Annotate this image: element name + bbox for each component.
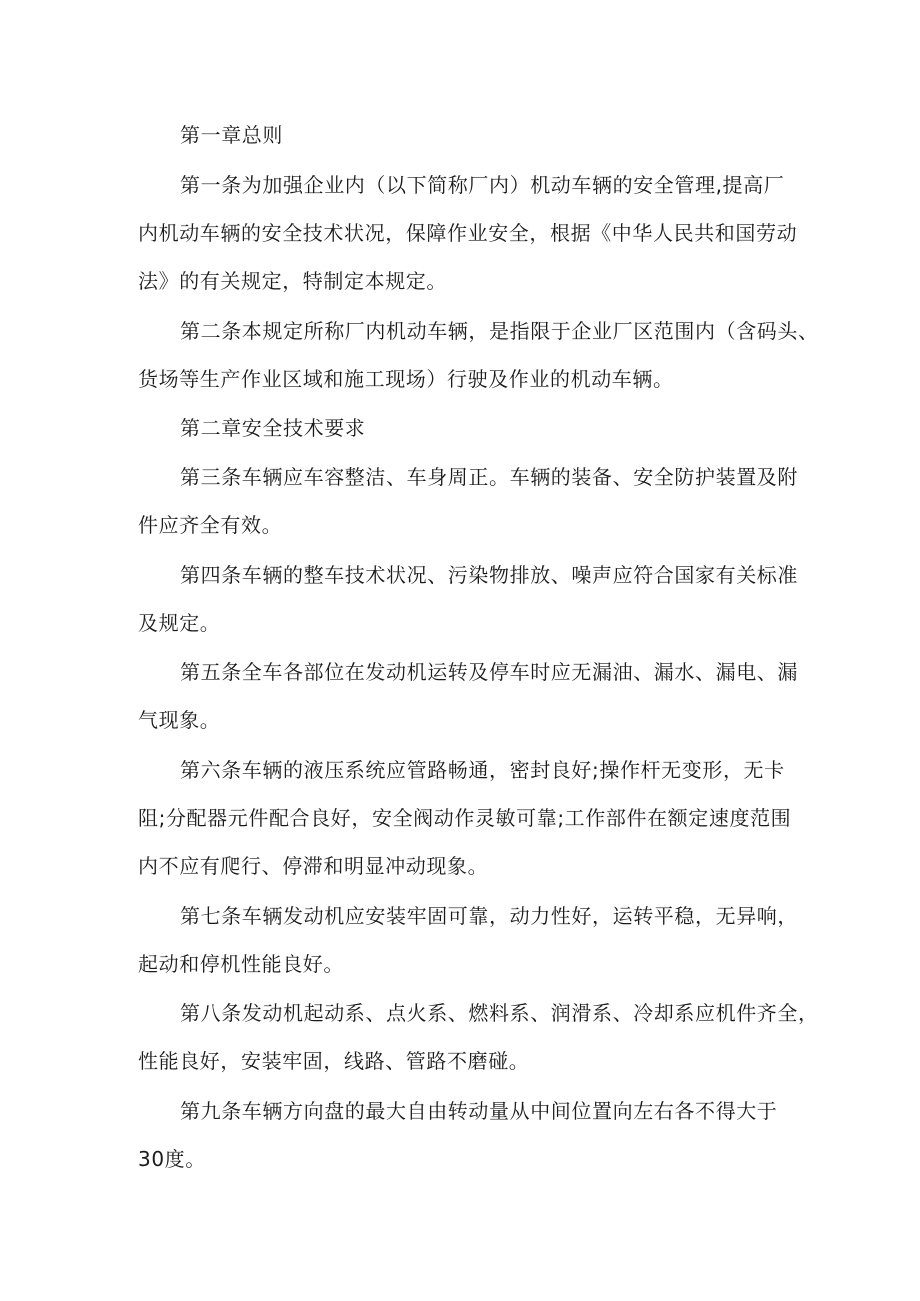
article-6-line-1: 第六条车辆的液压系统应管路畅通，密封良好;操作杆无变形，无卡 bbox=[180, 758, 785, 782]
article-7-line-2: 起动和停机性能良好。 bbox=[138, 952, 344, 976]
article-1-line-3: 法》的有关规定，特制定本规定。 bbox=[138, 269, 447, 293]
article-6-line-2: 阻;分配器元件配合良好，安全阀动作灵敏可靠;工作部件在额定速度范围 bbox=[138, 806, 792, 830]
article-4-line-2: 及规定。 bbox=[138, 611, 221, 635]
article-1-line-1: 第一条为加强企业内（以下简称厂内）机动车辆的安全管理,提高厂 bbox=[180, 173, 785, 197]
article-7-line-1: 第七条车辆发动机应安装牢固可靠，动力性好，运转平稳，无异响， bbox=[180, 904, 798, 928]
article-2-line-2: 货场等生产作业区域和施工现场）行驶及作业的机动车辆。 bbox=[138, 367, 674, 391]
article-9-line-1: 第九条车辆方向盘的最大自由转动量从中间位置向左右各不得大于 bbox=[180, 1099, 778, 1123]
article-5-line-1: 第五条全车各部位在发动机运转及停车时应无漏油、漏水、漏电、漏 bbox=[180, 660, 798, 684]
article-6-line-3: 内不应有爬行、停滞和明显冲动现象。 bbox=[138, 854, 489, 878]
article-2-line-1: 第二条本规定所称厂内机动车辆，是指限于企业厂区范围内（含码头、 bbox=[180, 319, 819, 343]
article-8-line-1: 第八条发动机起动系、点火系、燃料系、润滑系、冷却系应机件齐全， bbox=[180, 1001, 819, 1025]
chapter-1-heading: 第一章总则 bbox=[180, 123, 283, 147]
article-1-line-2: 内机动车辆的安全技术状况，保障作业安全，根据《中华人民共和国劳动 bbox=[138, 221, 798, 245]
article-9-line-2: 30度。 bbox=[138, 1147, 206, 1171]
article-3-line-2: 件应齐全有效。 bbox=[138, 513, 283, 537]
article-5-line-2: 气现象。 bbox=[138, 708, 221, 732]
article-8-line-2: 性能良好，安装牢固，线路、管路不磨碰。 bbox=[138, 1049, 530, 1073]
chapter-2-heading: 第二章安全技术要求 bbox=[180, 416, 366, 440]
article-3-line-1: 第三条车辆应车容整洁、车身周正。车辆的装备、安全防护装置及附 bbox=[180, 465, 798, 489]
article-4-line-1: 第四条车辆的整车技术状况、污染物排放、噪声应符合国家有关标准 bbox=[180, 563, 798, 587]
